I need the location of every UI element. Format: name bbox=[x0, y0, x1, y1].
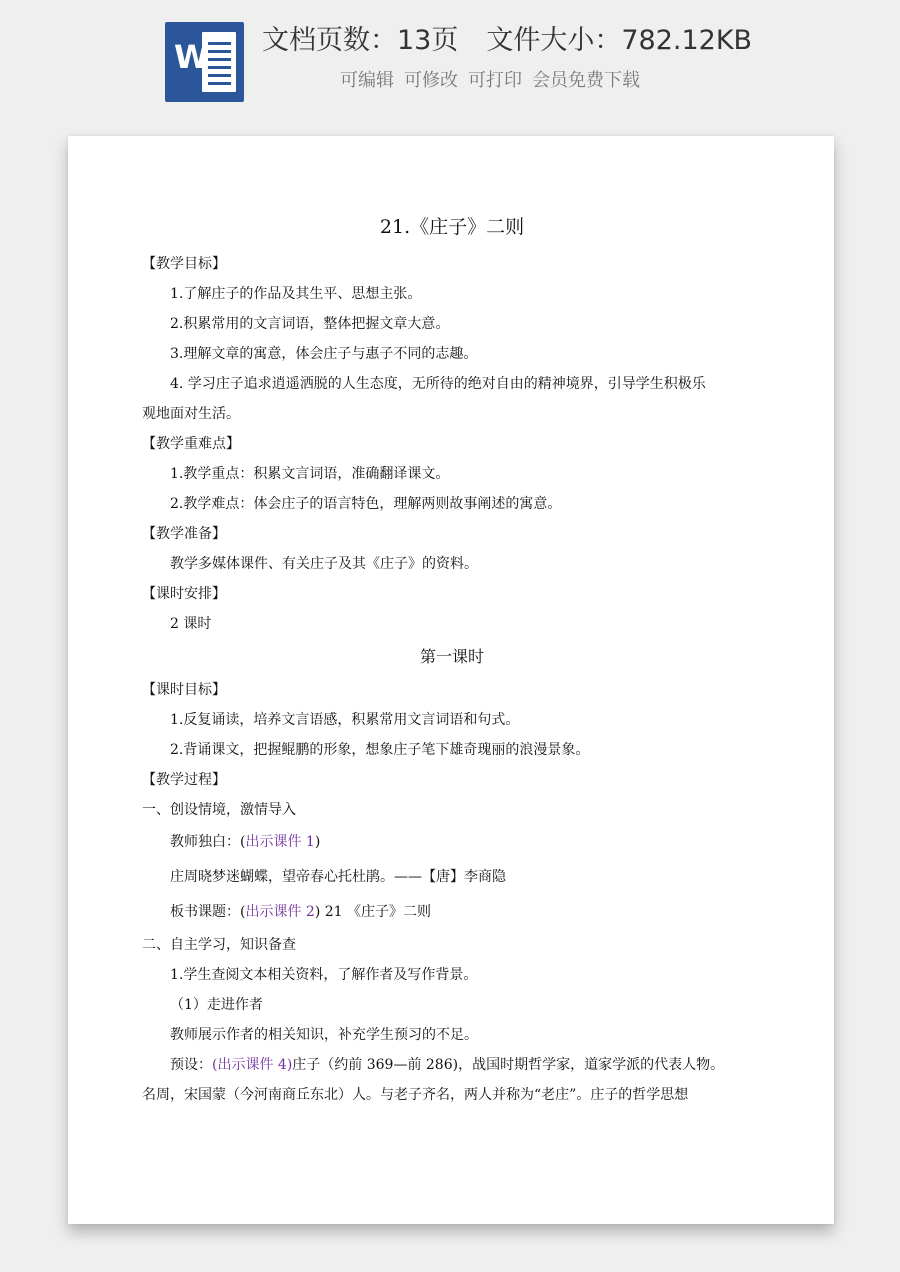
download-banner bbox=[0, 0, 900, 130]
feature-editable: 可编辑 bbox=[340, 70, 394, 91]
document-page bbox=[68, 136, 834, 1224]
prep-text: 教学多媒体课件、有关庄子及其《庄子》的资料。 bbox=[170, 556, 478, 572]
slide-reference: 出示课件 2 bbox=[245, 904, 315, 920]
slide-reference: (出示课件 4) bbox=[212, 1057, 293, 1073]
lesson-goal-item: 1.反复诵读，培养文言语感，积累常用文言词语和句式。 bbox=[170, 712, 520, 728]
keypoints-heading: 【教学重难点】 bbox=[142, 436, 240, 452]
prep-heading: 【教学准备】 bbox=[142, 526, 226, 542]
word-logo-letter: W bbox=[174, 38, 210, 76]
self-study-item: 1.学生查阅文本相关资料，了解作者及写作背景。 bbox=[170, 967, 478, 983]
file-info bbox=[262, 18, 752, 57]
goal-item: 3.理解文章的寓意，体会庄子与惠子不同的志趣。 bbox=[170, 346, 478, 362]
schedule-text: 2 课时 bbox=[170, 616, 212, 632]
feature-member-download: 会员免费下载 bbox=[532, 70, 640, 91]
lesson-goal-item: 2.背诵课文，把握鲲鹏的形象，想象庄子笔下雄奇瑰丽的浪漫景象。 bbox=[170, 742, 590, 758]
feature-modifiable: 可修改 bbox=[404, 70, 458, 91]
step-heading: 一、创设情境，激情导入 bbox=[142, 802, 296, 818]
feature-printable: 可打印 bbox=[468, 70, 522, 91]
teacher-monologue: 教师独白：(出示课件 1) bbox=[170, 834, 321, 850]
schedule-heading: 【课时安排】 bbox=[142, 586, 226, 602]
poem-quote: 庄周晓梦迷蝴蝶，望帝春心托杜鹃。——【唐】李商隐 bbox=[170, 869, 506, 885]
goals-heading: 【教学目标】 bbox=[142, 256, 226, 272]
goal-item: 2.积累常用的文言词语，整体把握文章大意。 bbox=[170, 316, 450, 332]
feature-list bbox=[340, 66, 640, 92]
file-size: 文件大小：782.12KB bbox=[486, 25, 753, 56]
word-file-icon bbox=[165, 22, 244, 102]
document-body bbox=[142, 212, 762, 1110]
goal-item: 4. 学习庄子追求逍遥洒脱的人生态度，无所待的绝对自由的精神境界，引导学生积极乐 bbox=[170, 376, 706, 392]
preset-text: 预设：(出示课件 4)庄子（约前 369—前 286)，战国时期哲学家，道家学派的代表人物。 bbox=[170, 1057, 725, 1073]
lesson-title: 第一课时 bbox=[419, 647, 484, 666]
document-title: 21.《庄子》二则 bbox=[379, 216, 525, 238]
slide-reference: 出示课件 1 bbox=[245, 834, 315, 850]
step-heading: 二、自主学习，知识备查 bbox=[142, 937, 296, 953]
process-heading: 【教学过程】 bbox=[142, 772, 226, 788]
keypoint-item: 2.教学难点：体会庄子的语言特色，理解两则故事阐述的寓意。 bbox=[170, 496, 562, 512]
goal-item-continued: 观地面对生活。 bbox=[142, 406, 240, 422]
page-count: 文档页数：13页 bbox=[262, 25, 459, 56]
board-topic: 板书课题：(出示课件 2) 21 《庄子》二则 bbox=[170, 904, 432, 920]
lesson-goals-heading: 【课时目标】 bbox=[142, 682, 226, 698]
preset-text-continued: 名周，宋国蒙（今河南商丘东北）人。与老子齐名，两人并称为“老庄”。庄子的哲学思想 bbox=[142, 1087, 689, 1103]
teacher-show: 教师展示作者的相关知识，补充学生预习的不足。 bbox=[170, 1027, 478, 1043]
self-study-subitem: （1）走进作者 bbox=[170, 997, 263, 1013]
goal-item: 1.了解庄子的作品及其生平、思想主张。 bbox=[170, 286, 422, 302]
keypoint-item: 1.教学重点：积累文言词语，准确翻译课文。 bbox=[170, 466, 450, 482]
